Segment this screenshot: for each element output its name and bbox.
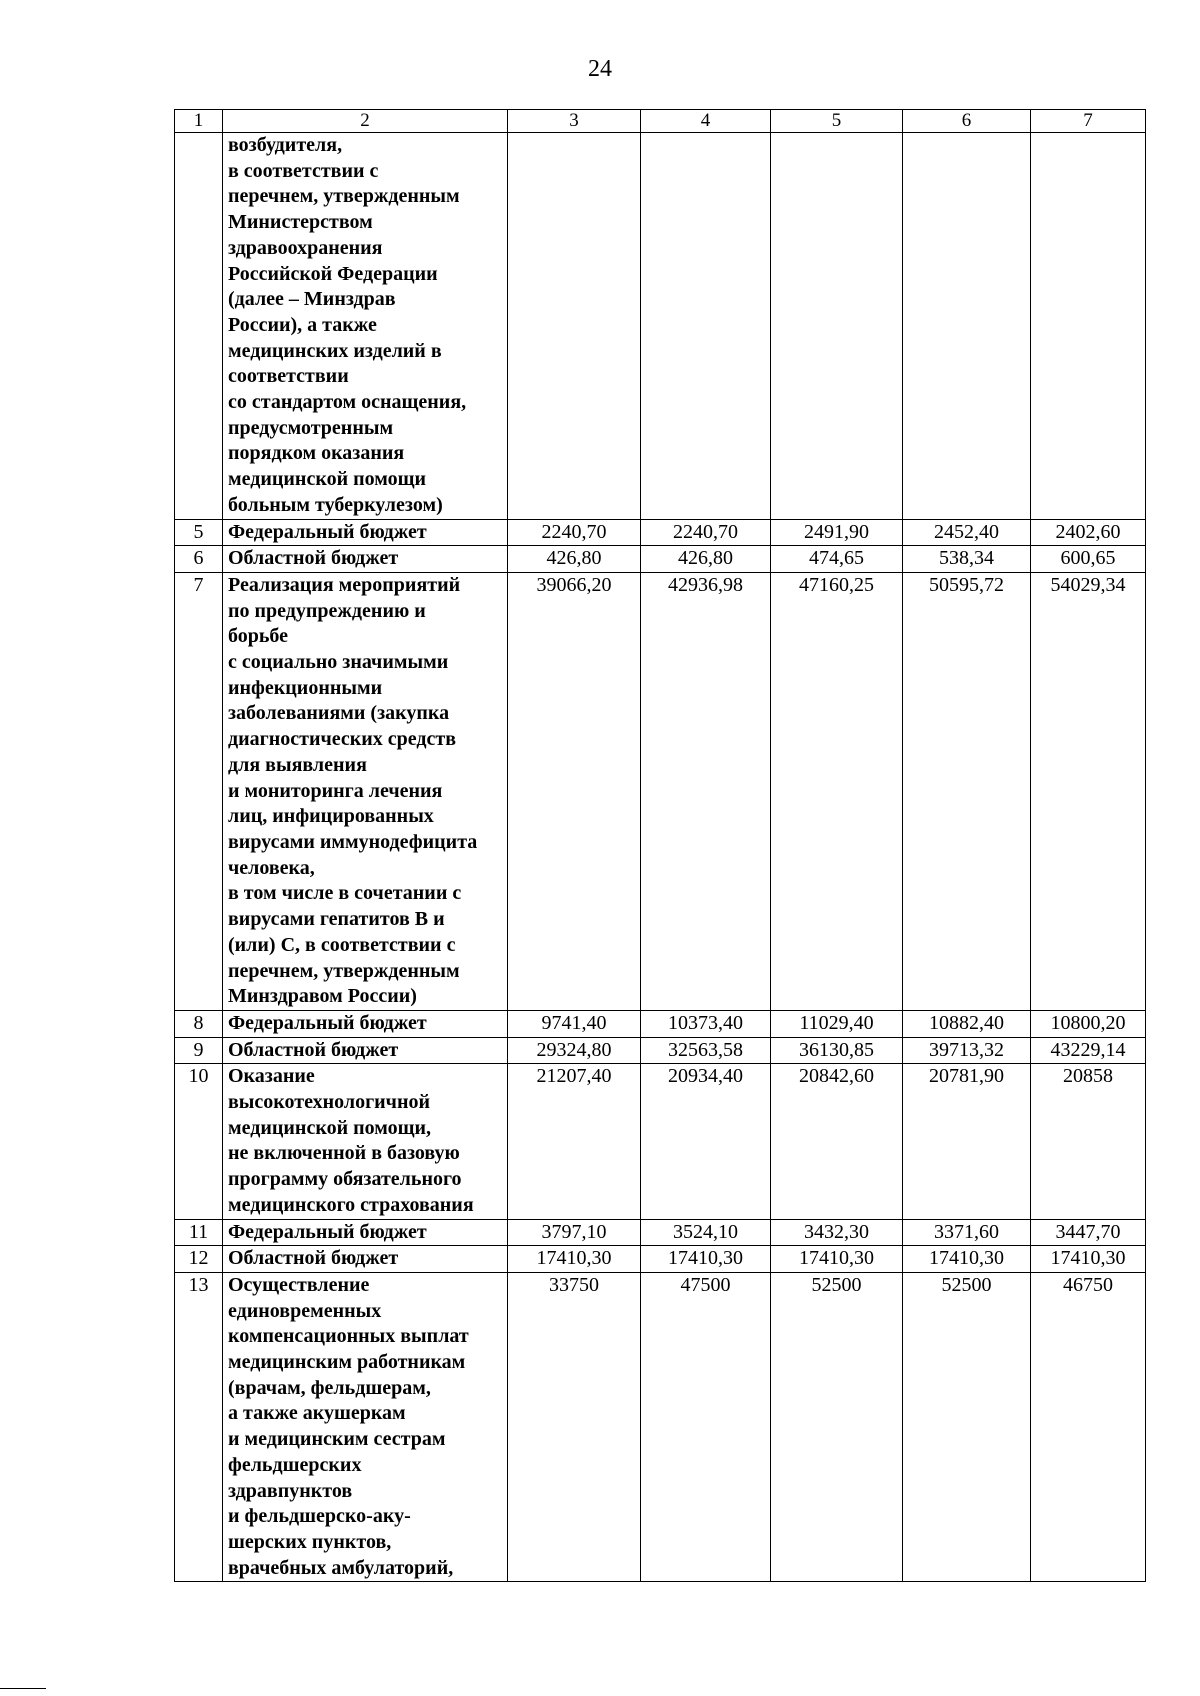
value-col-3: 21207,40 (508, 1064, 641, 1219)
column-header-1: 1 (175, 110, 223, 133)
row-description: Федеральный бюджет (223, 519, 508, 546)
value-col-5: 2491,90 (771, 519, 903, 546)
value-col-4: 47500 (641, 1272, 771, 1581)
value-col-6: 52500 (903, 1272, 1031, 1581)
row-description: Федеральный бюджет (223, 1219, 508, 1246)
value-col-6: 17410,30 (903, 1246, 1031, 1273)
value-col-6: 3371,60 (903, 1219, 1031, 1246)
value-col-3: 2240,70 (508, 519, 641, 546)
row-number: 10 (175, 1064, 223, 1219)
footnote-divider (0, 1688, 46, 1689)
row-description: Оказание высокотехнологичной медицинской помощи, не включенной в базовую программу обязательного медицинского страхования (223, 1064, 508, 1219)
row-number: 9 (175, 1037, 223, 1064)
table-row (175, 1010, 1146, 1037)
value-col-7: 20858 (1031, 1064, 1146, 1219)
value-col-4: 426,80 (641, 546, 771, 573)
page-number: 24 (588, 56, 612, 82)
column-header-5: 5 (771, 110, 903, 133)
value-col-4: 42936,98 (641, 572, 771, 1010)
value-col-5: 52500 (771, 1272, 903, 1581)
value-col-3: 3797,10 (508, 1219, 641, 1246)
value-col-6: 10882,40 (903, 1010, 1031, 1037)
value-col-6 (903, 133, 1031, 520)
row-number (175, 133, 223, 520)
row-description: Осуществление единовременных компенсационных выплат медицинским работникам (врачам, фельдшерам, а также акушеркам и медицинским сестрам фельдшерских здравпунктов и фельдшерско-аку- шерских пунктов, врачебных амбулаторий, (223, 1272, 508, 1581)
value-col-3 (508, 133, 641, 520)
row-number: 5 (175, 519, 223, 546)
header-row (175, 110, 1146, 133)
table-row (175, 1246, 1146, 1273)
value-col-4: 2240,70 (641, 519, 771, 546)
value-col-7 (1031, 133, 1146, 520)
value-col-7: 600,65 (1031, 546, 1146, 573)
row-description: возбудителя, в соответствии с перечнем, утвержденным Министерством здравоохранения Российской Федерации (далее – Минздрав России), а также медицинских изделий в соответствии со стандартом оснащения, предусмотренным порядком оказания медицинской помощи больным туберкулезом) (223, 133, 508, 520)
column-header-2: 2 (223, 110, 508, 133)
value-col-4: 20934,40 (641, 1064, 771, 1219)
value-col-7: 43229,14 (1031, 1037, 1146, 1064)
value-col-5: 47160,25 (771, 572, 903, 1010)
value-col-4: 10373,40 (641, 1010, 771, 1037)
value-col-6: 20781,90 (903, 1064, 1031, 1219)
row-description: Областной бюджет (223, 546, 508, 573)
value-col-5: 11029,40 (771, 1010, 903, 1037)
value-col-6: 538,34 (903, 546, 1031, 573)
value-col-3: 426,80 (508, 546, 641, 573)
table-row (175, 1219, 1146, 1246)
row-description: Областной бюджет (223, 1037, 508, 1064)
row-number: 11 (175, 1219, 223, 1246)
value-col-6: 50595,72 (903, 572, 1031, 1010)
table-row (175, 1064, 1146, 1219)
row-number: 8 (175, 1010, 223, 1037)
value-col-7: 46750 (1031, 1272, 1146, 1581)
value-col-4: 3524,10 (641, 1219, 771, 1246)
value-col-3: 33750 (508, 1272, 641, 1581)
value-col-3: 29324,80 (508, 1037, 641, 1064)
table-row (175, 572, 1146, 1010)
table-row (175, 133, 1146, 520)
value-col-5: 3432,30 (771, 1219, 903, 1246)
value-col-3: 39066,20 (508, 572, 641, 1010)
row-number: 6 (175, 546, 223, 573)
value-col-6: 2452,40 (903, 519, 1031, 546)
value-col-4 (641, 133, 771, 520)
value-col-7: 54029,34 (1031, 572, 1146, 1010)
table-row (175, 1037, 1146, 1064)
value-col-7: 10800,20 (1031, 1010, 1146, 1037)
row-description: Реализация мероприятий по предупреждению и борьбе с социально значимыми инфекционными заболеваниями (закупка диагностических средств для выявления и мониторинга лечения лиц, инфицированных вирусами иммунодефицита человека, в том числе в сочетании с вирусами гепатитов В и (или) С, в соответствии с перечнем, утвержденным Минздравом России) (223, 572, 508, 1010)
row-number: 13 (175, 1272, 223, 1581)
value-col-7: 3447,70 (1031, 1219, 1146, 1246)
value-col-5: 36130,85 (771, 1037, 903, 1064)
column-header-6: 6 (903, 110, 1031, 133)
column-header-7: 7 (1031, 110, 1146, 133)
column-header-4: 4 (641, 110, 771, 133)
value-col-5: 17410,30 (771, 1246, 903, 1273)
row-description: Областной бюджет (223, 1246, 508, 1273)
row-description: Федеральный бюджет (223, 1010, 508, 1037)
table-row (175, 519, 1146, 546)
value-col-4: 32563,58 (641, 1037, 771, 1064)
value-col-7: 17410,30 (1031, 1246, 1146, 1273)
column-header-3: 3 (508, 110, 641, 133)
value-col-5: 20842,60 (771, 1064, 903, 1219)
value-col-4: 17410,30 (641, 1246, 771, 1273)
budget-table (174, 109, 1146, 1582)
table-row (175, 1272, 1146, 1581)
value-col-5 (771, 133, 903, 520)
value-col-6: 39713,32 (903, 1037, 1031, 1064)
value-col-3: 9741,40 (508, 1010, 641, 1037)
value-col-7: 2402,60 (1031, 519, 1146, 546)
table-row (175, 546, 1146, 573)
value-col-3: 17410,30 (508, 1246, 641, 1273)
row-number: 7 (175, 572, 223, 1010)
value-col-5: 474,65 (771, 546, 903, 573)
row-number: 12 (175, 1246, 223, 1273)
